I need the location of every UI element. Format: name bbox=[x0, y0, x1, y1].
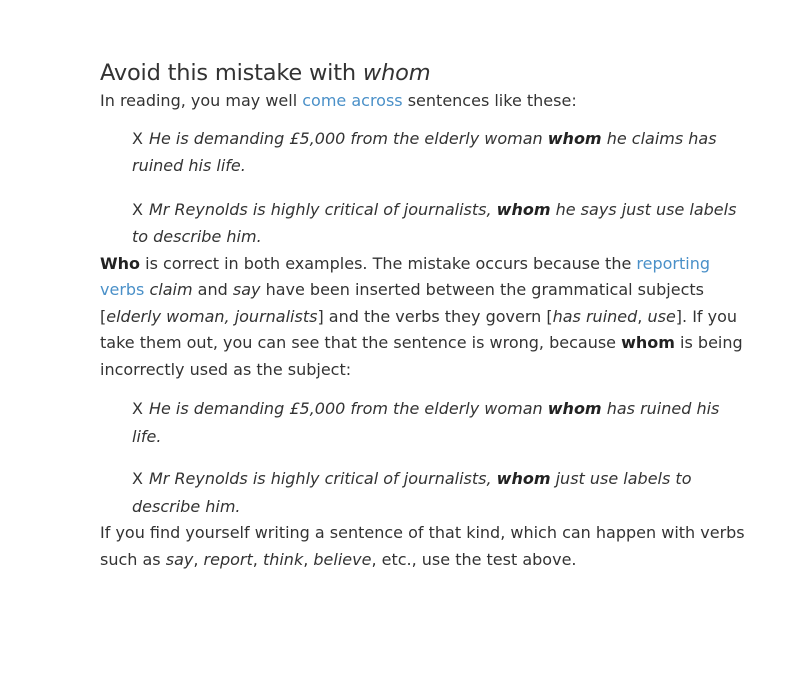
intro-text-end: sentences like these: bbox=[407, 91, 577, 110]
example-text-end: he says just use labels to describe him. bbox=[132, 199, 737, 246]
explanation-text: have been inserted between the grammatical subjects [ bbox=[100, 280, 704, 326]
explanation-text: ]. If you take them out, you can see that the sentence is wrong, because bbox=[100, 306, 738, 352]
verb-has-ruined: has ruined bbox=[552, 306, 638, 326]
cross-mark-icon: X bbox=[132, 199, 143, 219]
example-sentence-3 bbox=[100, 395, 752, 450]
reporting-verbs-link[interactable]: reporting verbs bbox=[100, 253, 710, 299]
verb-say: say bbox=[165, 549, 194, 569]
example-sentence-4 bbox=[100, 465, 752, 520]
explanation-text: , bbox=[637, 306, 643, 326]
come-across-link[interactable]: come across bbox=[302, 91, 403, 110]
verb-report: report bbox=[203, 549, 253, 569]
example-keyword: whom bbox=[547, 128, 602, 148]
example-text-end: has ruined his life. bbox=[132, 399, 720, 446]
verb-believe: believe bbox=[313, 549, 372, 569]
example-text: Mr Reynolds is highly critical of journalists, bbox=[148, 469, 492, 488]
section-heading bbox=[100, 58, 752, 88]
closing-comma: , bbox=[252, 549, 258, 569]
cross-mark-icon: X bbox=[132, 128, 143, 148]
verb-think: think bbox=[262, 549, 304, 569]
intro-paragraph bbox=[100, 88, 752, 115]
example-sentence-2 bbox=[100, 196, 752, 251]
closing-comma: , bbox=[303, 549, 309, 569]
closing-text-end: , etc., use the test above. bbox=[371, 549, 577, 569]
verb-claim: claim bbox=[149, 280, 193, 299]
closing-comma: , bbox=[193, 549, 199, 569]
example-text: He is demanding £5,000 from the elderly woman bbox=[148, 399, 543, 418]
cross-mark-icon: X bbox=[132, 469, 143, 488]
closing-paragraph bbox=[100, 520, 752, 573]
heading-text: Avoid this mistake with bbox=[100, 60, 356, 86]
explanation-text: is correct in both examples. The mistake occurs because the bbox=[145, 253, 632, 273]
who-keyword: Who bbox=[100, 253, 141, 273]
example-text: He is demanding £5,000 from the elderly woman bbox=[148, 128, 543, 148]
explanation-paragraph bbox=[100, 251, 752, 384]
example-sentence-1 bbox=[100, 125, 752, 180]
example-keyword: whom bbox=[496, 199, 551, 219]
subjects-list: elderly woman, journalists bbox=[106, 306, 318, 326]
whom-keyword: whom bbox=[621, 333, 675, 352]
intro-text: In reading, you may well bbox=[100, 91, 298, 110]
example-text: Mr Reynolds is highly critical of journalists, bbox=[148, 199, 492, 219]
cross-mark-icon: X bbox=[132, 399, 143, 418]
example-keyword: whom bbox=[547, 399, 602, 418]
article bbox=[100, 58, 752, 573]
closing-text: If you find yourself writing a sentence of that kind, which can happen with verbs such as bbox=[100, 523, 745, 569]
example-text-end: he claims has ruined his life. bbox=[132, 128, 717, 175]
heading-emphasis: whom bbox=[362, 60, 431, 86]
example-keyword: whom bbox=[496, 469, 551, 488]
verb-use: use bbox=[647, 306, 676, 326]
explanation-text: and bbox=[197, 280, 228, 299]
example-text-end: just use labels to describe him. bbox=[132, 469, 692, 516]
explanation-text: is being incorrectly used as the subject: bbox=[100, 333, 743, 379]
verb-say: say bbox=[232, 280, 261, 299]
explanation-text: ] and the verbs they govern [ bbox=[317, 306, 553, 326]
